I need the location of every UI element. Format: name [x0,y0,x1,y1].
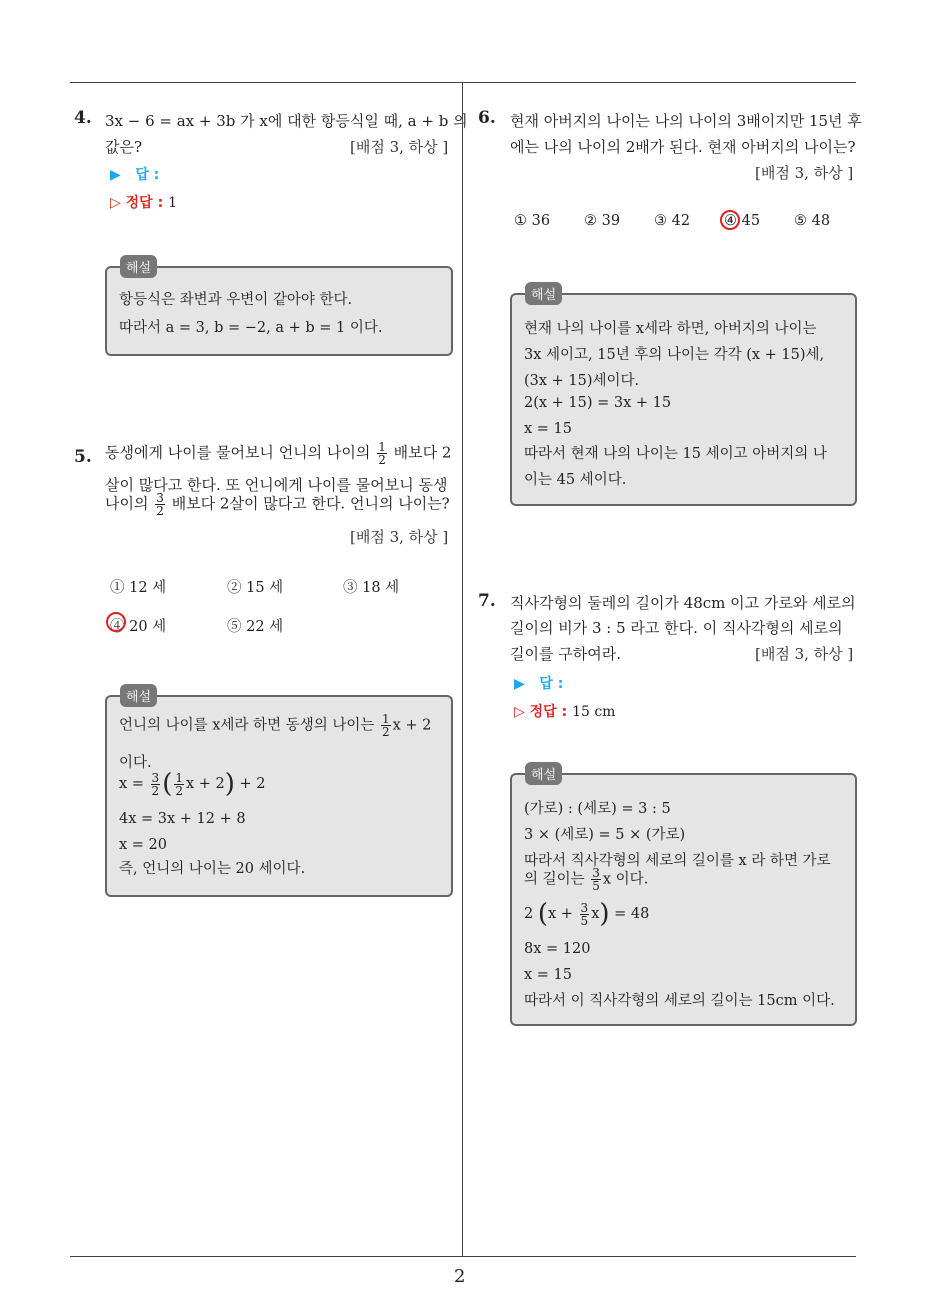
fraction-denominator: 2 [378,453,386,467]
question-text-line: 길이를 구하여라. [510,645,621,663]
fraction-denominator: 5 [592,879,600,893]
fraction [580,902,590,927]
solution-box [510,293,857,506]
question-text-line: 현재 아버지의 나이는 나의 나이의 3배이지만 15년 후 [510,112,862,130]
solution-line: 이는 45 세이다. [524,472,627,488]
text-segment: + 2 [239,776,266,792]
solution-line: x = 20 [119,837,167,853]
text-segment: 동생에게 나이를 물어보니 언니의 나이의 [105,443,371,462]
solution-line [119,713,431,738]
text-segment: 2 [524,906,534,922]
solution-line: 3 × (세로) = 5 × (가로) [524,827,686,843]
score-meta: [배점 3, 하상 ] [755,164,854,182]
choice-2[interactable]: ② 39 [584,213,621,229]
play-icon: ▶ [514,676,525,692]
solution-line: 항등식은 좌변과 우변이 같아야 한다. [119,292,353,308]
question-text-line: 에는 나의 나이의 2배가 된다. 현재 아버지의 나이는? [510,138,856,156]
question-text-line: 값은? [105,138,143,156]
play-icon: ▶ [110,167,121,183]
text-segment: x = [119,776,144,792]
fraction-denominator: 2 [175,783,183,798]
choice-3[interactable]: ③ 42 [654,213,691,229]
answer-field[interactable] [110,164,159,184]
fraction [155,492,165,517]
solution-line: 따라서 이 직사각형의 세로의 길이는 15cm 이다. [524,993,835,1009]
fraction-denominator: 2 [151,783,160,798]
fraction-numerator: 1 [378,440,386,454]
question-number: 7. [478,591,496,611]
solution-line: (3x + 15)세이다. [524,373,640,389]
score-meta: [배점 3, 하상 ] [755,645,854,663]
text-segment: = 48 [614,906,650,922]
solution-tag: 해설 [525,282,562,305]
text-segment: x + [548,906,573,922]
choice-4[interactable]: ④ 20 세 [110,619,167,635]
solution-line: 3x 세이고, 15년 후의 나이는 각각 (x + 15)세, [524,347,825,363]
question-number: 4. [74,108,92,128]
choice-1[interactable]: ① 12 세 [110,580,167,596]
question-number: 5. [74,447,92,467]
outline-play-icon: ▷ [514,704,525,720]
correct-value: 1 [168,195,177,211]
text-segment: x 이다. [602,871,649,888]
question-text-line [105,441,451,466]
answer-field[interactable] [514,673,563,693]
text-segment: 배보다 2살이 많다고 한다. 언니의 나이는? [171,494,450,513]
fraction [591,867,601,892]
solution-tag: 해설 [120,255,157,278]
score-meta: [배점 3, 하상 ] [350,528,449,546]
choice-2[interactable]: ② 15 세 [227,580,284,596]
solution-box [105,266,453,356]
fraction [151,772,161,797]
choice-5[interactable]: ⑤ 22 세 [227,619,284,635]
fraction-denominator: 2 [156,504,164,518]
text-segment: 언니의 나이를 x세라 하면 동생의 나이는 [119,717,375,734]
solution-line: 8x = 120 [524,941,591,957]
bottom-rule [70,1256,856,1257]
solution-line: 4x = 3x + 12 + 8 [119,811,246,827]
solution-tag: 해설 [120,684,157,707]
solution-tag: 해설 [525,762,562,785]
question-number: 6. [478,108,496,128]
fraction [174,772,184,797]
column-divider [462,82,463,1257]
outline-play-icon: ▷ [110,195,121,211]
solution-line [524,867,648,892]
choice-3[interactable]: ③ 18 세 [343,580,400,596]
solution-line: 2(x + 15) = 3x + 15 [524,395,672,411]
question-text-line: 길이의 비가 3 : 5 라고 한다. 이 직사각형의 세로의 [510,619,843,637]
choice-4[interactable]: ④ 45 [724,213,761,229]
question-text-line: 3x − 6 = ax + 3b 가 x에 대한 항등식일 때, a + b 의 [105,112,468,130]
question-text-line [105,492,450,517]
solution-line: (가로) : (세로) = 3 : 5 [524,801,671,817]
text-segment: x + 2 [392,717,432,734]
solution-line: x = $\frac{3}{2}$ ( $\frac{1}{2}$ x + 2) + 2 [119,769,266,799]
text-segment: 배보다 2 [393,443,452,462]
top-rule [70,82,856,83]
fraction-numerator: 3 [580,900,589,915]
text-segment: 의 길이는 [524,871,585,888]
selected-answer-circle [720,210,740,230]
solution-box [510,773,857,1026]
choice-1[interactable]: ① 36 [514,213,551,229]
solution-line: x = 15 [524,421,572,437]
solution-line: 이다. [119,755,152,771]
solution-line: 따라서 직사각형의 세로의 길이를 x 라 하면 가로 [524,853,831,869]
fraction [381,713,391,738]
text-segment: 나이의 [105,494,149,513]
fraction [377,441,387,466]
solution-line: 따라서 a = 3, b = −2, a + b = 1 이다. [119,320,383,336]
text-segment: x + 2 [185,776,225,792]
question-text-line: 살이 많다고 한다. 또 언니에게 나이를 물어보니 동생 [105,476,448,494]
question-text-line: 직사각형의 둘레의 길이가 48cm 이고 가로와 세로의 [510,594,856,612]
selected-answer-circle [106,612,126,632]
fraction-denominator: 2 [381,725,390,739]
fraction-numerator: 3 [592,866,600,880]
fraction-denominator: 5 [580,913,589,928]
solution-line: 따라서 현재 나의 나이는 15 세이고 아버지의 나 [524,446,827,462]
solution-line: x = 15 [524,967,572,983]
solution-line: 현재 나의 나이를 x세라 하면, 아버지의 나이는 [524,321,817,337]
page-number: 2 [454,1266,466,1287]
fraction-numerator: 3 [156,491,164,505]
answer-label: 답 : [135,167,160,183]
correct-answer [514,701,615,721]
text-segment: x [591,906,600,922]
score-meta: [배점 3, 하상 ] [350,138,449,156]
fraction-numerator: 1 [175,770,183,785]
correct-value: 15 cm [572,704,616,720]
fraction-numerator: 1 [381,712,390,726]
solution-box [105,695,453,897]
fraction-numerator: 3 [151,770,160,785]
answer-label: 답 : [539,676,564,692]
correct-label: 정답 : [529,704,568,720]
correct-answer [110,192,177,212]
solution-line: 2 (x + $\frac{3}{5}$ x) = 48 [524,899,650,929]
solution-line: 즉, 언니의 나이는 20 세이다. [119,861,306,877]
correct-label: 정답 : [125,195,164,211]
choice-5[interactable]: ⑤ 48 [794,213,831,229]
